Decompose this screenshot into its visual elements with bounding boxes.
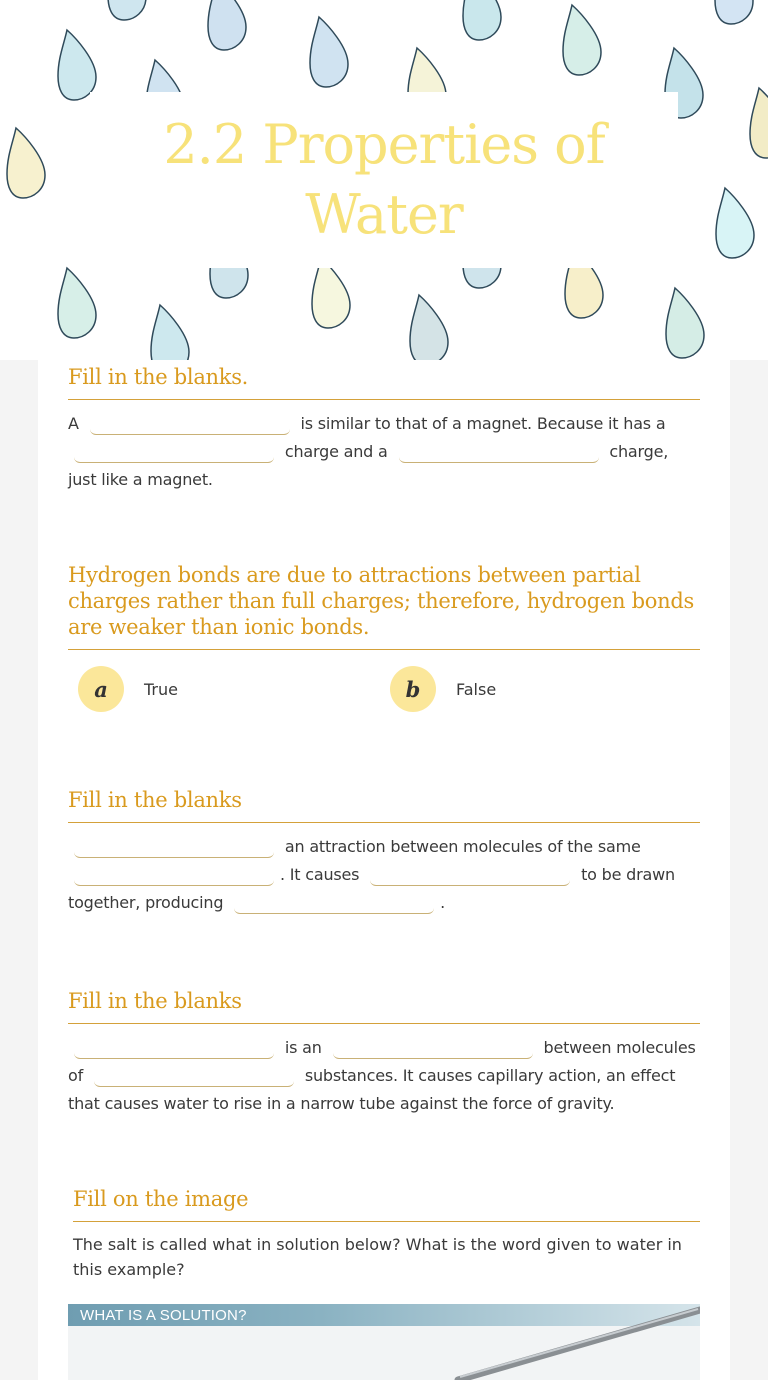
raindrop-icon [208, 0, 246, 50]
raindrop-icon [410, 295, 448, 360]
blank-input[interactable] [74, 864, 274, 886]
question-2-heading: Hydrogen bonds are due to attractions between partial charges rather than full charges; therefore, hydrogen bonds are weaker than ionic bonds. [68, 562, 700, 650]
question-4-text-3: substances. It causes capillary action, an effect that causes water to rise in a narrow tube against the force of gravity. [68, 1066, 676, 1113]
question-4-text-2: between molecules of [68, 1038, 696, 1085]
question-3-heading: Fill in the blanks [68, 787, 700, 823]
question-4-heading: Fill in the blanks [68, 988, 700, 1024]
question-4-body [68, 1034, 700, 1118]
blank-input[interactable] [333, 1037, 533, 1059]
question-1-heading: Fill in the blanks. [68, 364, 700, 400]
blank-input[interactable] [90, 413, 290, 435]
blank-input[interactable] [74, 836, 274, 858]
question-5-heading: Fill on the image [73, 1186, 700, 1222]
choice-list [68, 666, 700, 712]
blank-input[interactable] [94, 1065, 294, 1087]
raindrop-icon [715, 0, 753, 24]
question-3-body [68, 833, 700, 917]
header-banner [0, 0, 768, 360]
raindrop-icon [7, 128, 45, 198]
question-5-text: The salt is called what in solution below? What is the word given to water in this example? [73, 1235, 682, 1279]
question-3-text-1: an attraction between molecules of the same [284, 837, 641, 856]
raindrop-icon [151, 305, 189, 360]
raindrop-icon [108, 0, 146, 20]
question-1-text-4: charge, just like a magnet. [68, 442, 669, 489]
question-1-text-3: charge and a [284, 442, 388, 461]
choice-b-label: False [456, 679, 497, 699]
question-5 [73, 1186, 700, 1282]
raindrop-icon [463, 0, 501, 40]
solution-image [68, 1304, 700, 1380]
worksheet [38, 360, 730, 1380]
raindrop-icon [58, 268, 96, 338]
choice-a-label: True [144, 679, 178, 699]
question-3-text-2: . It causes [280, 865, 360, 884]
title-box [90, 92, 678, 268]
blank-input[interactable] [234, 892, 434, 914]
raindrop-icon [716, 188, 754, 258]
blank-input[interactable] [370, 864, 570, 886]
raindrop-icon [312, 258, 350, 328]
blank-input[interactable] [399, 441, 599, 463]
raindrop-icon [750, 88, 768, 158]
blank-input[interactable] [74, 1037, 274, 1059]
blank-input[interactable] [74, 441, 274, 463]
raindrop-icon [563, 5, 601, 75]
question-2 [68, 562, 700, 712]
choice-b-bubble[interactable]: b [390, 666, 436, 712]
question-3 [68, 787, 700, 917]
page-title: 2.2 Properties of Water [163, 113, 605, 246]
question-1 [68, 364, 700, 494]
solution-image-caption: WHAT IS A SOLUTION? [80, 1307, 247, 1324]
choice-a[interactable] [68, 666, 380, 712]
raindrop-icon [666, 288, 704, 358]
choice-a-bubble[interactable]: a [78, 666, 124, 712]
question-1-text-2: is similar to that of a magnet. Because it has a [300, 414, 666, 433]
raindrop-icon [58, 30, 96, 100]
question-3-text-3: to be drawn together, producing [68, 865, 675, 912]
raindrop-icon [310, 17, 348, 87]
question-3-text-4: . [440, 893, 446, 912]
stirring-rod-icon [68, 1304, 700, 1380]
question-1-body [68, 410, 700, 494]
question-4-text-1: is an [284, 1038, 322, 1057]
question-1-text-1: A [68, 414, 79, 433]
choice-b[interactable] [380, 666, 692, 712]
question-4 [68, 988, 700, 1118]
